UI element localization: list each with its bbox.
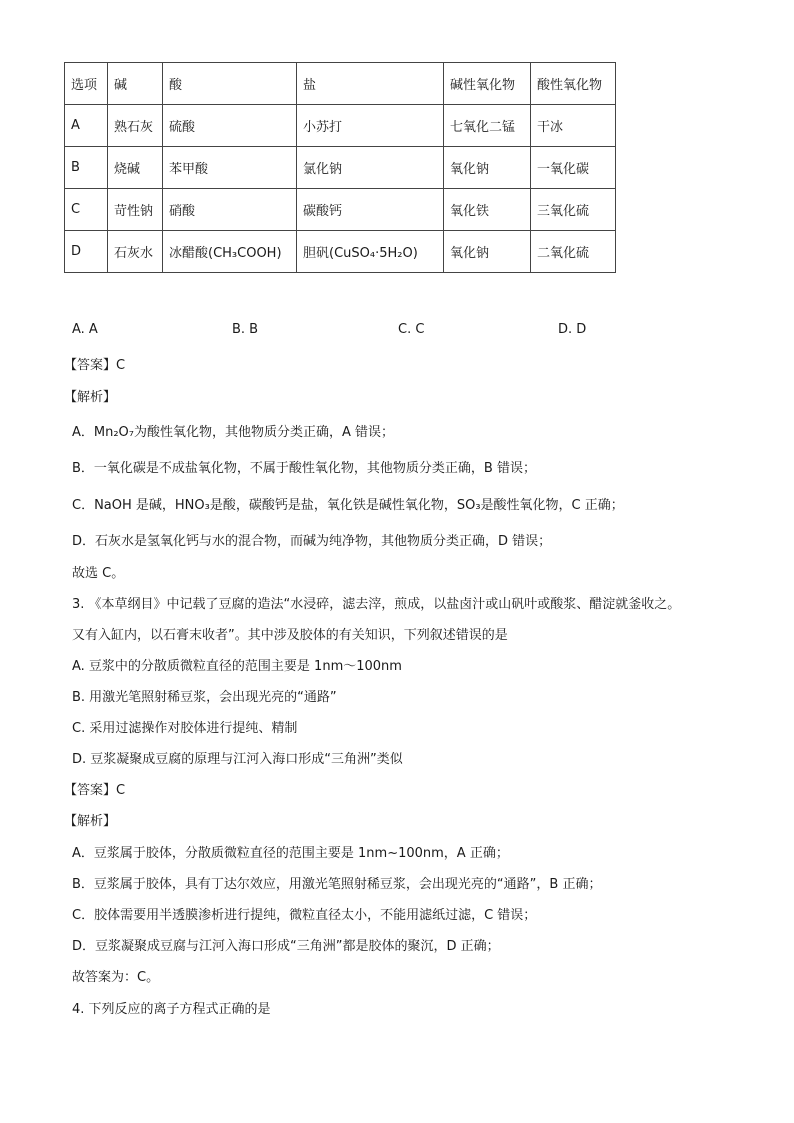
table-cell: 氯化钠	[297, 147, 444, 189]
q2-analysis-line: A．Mn₂O₇为酸性氧化物，其他物质分类正确，A 错误；	[72, 425, 395, 440]
table-header-cell: 酸性氧化物	[531, 63, 616, 105]
q2-option-c: C. C	[398, 322, 425, 337]
q2-analysis-line: D．石灰水是氢氧化钙与水的混合物，而碱为纯净物，其他物质分类正确，D 错误；	[72, 534, 552, 549]
q3-option-d: D. 豆浆凝聚成豆腐的原理与江河入海口形成“三角洲”类似	[72, 752, 403, 767]
table-cell: 碳酸钙	[297, 189, 444, 231]
table-cell: 胆矾(CuSO₄·5H₂O)	[297, 231, 444, 273]
table-cell: 硫酸	[163, 105, 297, 147]
table-cell: 二氧化硫	[531, 231, 616, 273]
table-cell: 苛性钠	[108, 189, 163, 231]
table-cell: A	[65, 105, 108, 147]
q3-option-b: B. 用激光笔照射稀豆浆，会出现光亮的“通路”	[72, 690, 337, 705]
table-header-row	[65, 63, 616, 105]
q3-option-a: A. 豆浆中的分散质微粒直径的范围主要是 1nm～100nm	[72, 659, 402, 674]
table-cell: 冰醋酸(CH₃COOH)	[163, 231, 297, 273]
table-row	[65, 147, 616, 189]
table-row	[65, 105, 616, 147]
q3-analysis-line: C．胶体需要用半透膜渗析进行提纯，微粒直径太小，不能用滤纸过滤，C 错误；	[72, 908, 537, 923]
q2-answer: 【答案】C	[64, 358, 126, 373]
q2-analysis-line: C．NaOH 是碱，HNO₃是酸，碳酸钙是盐，氧化铁是碱性氧化物，SO₃是酸性氧化物，C 正确；	[72, 498, 624, 513]
table-cell: 氧化铁	[444, 189, 531, 231]
table-cell: 熟石灰	[108, 105, 163, 147]
table-cell: 硝酸	[163, 189, 297, 231]
q2-option-a: A. A	[72, 322, 98, 337]
table-cell: 氧化钠	[444, 231, 531, 273]
table-cell: 石灰水	[108, 231, 163, 273]
q2-option-d: D. D	[558, 322, 587, 337]
table-cell: C	[65, 189, 108, 231]
table-row	[65, 189, 616, 231]
table-cell: 小苏打	[297, 105, 444, 147]
q2-analysis-line: B．一氧化碳是不成盐氧化物，不属于酸性氧化物，其他物质分类正确，B 错误；	[72, 461, 536, 476]
table-cell: B	[65, 147, 108, 189]
table-cell: 氧化钠	[444, 147, 531, 189]
q2-option-b: B. B	[232, 322, 259, 337]
table-header-cell: 选项	[65, 63, 108, 105]
table-cell: 烧碱	[108, 147, 163, 189]
q3-analysis-line: D．豆浆凝聚成豆腐与江河入海口形成“三角洲”都是胶体的聚沉，D 正确；	[72, 939, 500, 954]
q2-options	[72, 322, 632, 340]
table-cell: 七氧化二锰	[444, 105, 531, 147]
table-header-cell: 盐	[297, 63, 444, 105]
table-cell: D	[65, 231, 108, 273]
q3-stem-line: 又有入缸内，以石膏末收者”。其中涉及胶体的有关知识，下列叙述错误的是	[72, 628, 508, 643]
q3-analysis-line: A．豆浆属于胶体，分散质微粒直径的范围主要是 1nm~100nm，A 正确；	[72, 846, 509, 861]
table-cell: 三氧化硫	[531, 189, 616, 231]
q3-answer: 【答案】C	[64, 783, 126, 798]
q3-option-c: C. 采用过滤操作对胶体进行提纯、精制	[72, 721, 298, 736]
q2-analysis-label: 【解析】	[64, 390, 117, 405]
table-cell: 一氧化碳	[531, 147, 616, 189]
q3-stem-line: 3. 《本草纲目》中记载了豆腐的造法“水浸碎，滤去滓，煎成，以盐卤汁或山矾叶或酸浆、醋淀就釜收之。	[72, 597, 681, 612]
table-cell: 干冰	[531, 105, 616, 147]
table-header-cell: 碱	[108, 63, 163, 105]
q3-analysis-line: B．豆浆属于胶体，具有丁达尔效应，用激光笔照射稀豆浆，会出现光亮的“通路”，B 正确；	[72, 877, 602, 892]
table-row	[65, 231, 616, 273]
classification-table	[64, 62, 616, 273]
table-header-cell: 碱性氧化物	[444, 63, 531, 105]
table-cell: 苯甲酸	[163, 147, 297, 189]
q3-conclusion: 故答案为：C。	[72, 970, 160, 985]
q4-stem: 4. 下列反应的离子方程式正确的是	[72, 1002, 271, 1017]
q2-conclusion: 故选 C。	[72, 566, 125, 581]
q3-analysis-label: 【解析】	[64, 814, 117, 829]
table-header-cell: 酸	[163, 63, 297, 105]
